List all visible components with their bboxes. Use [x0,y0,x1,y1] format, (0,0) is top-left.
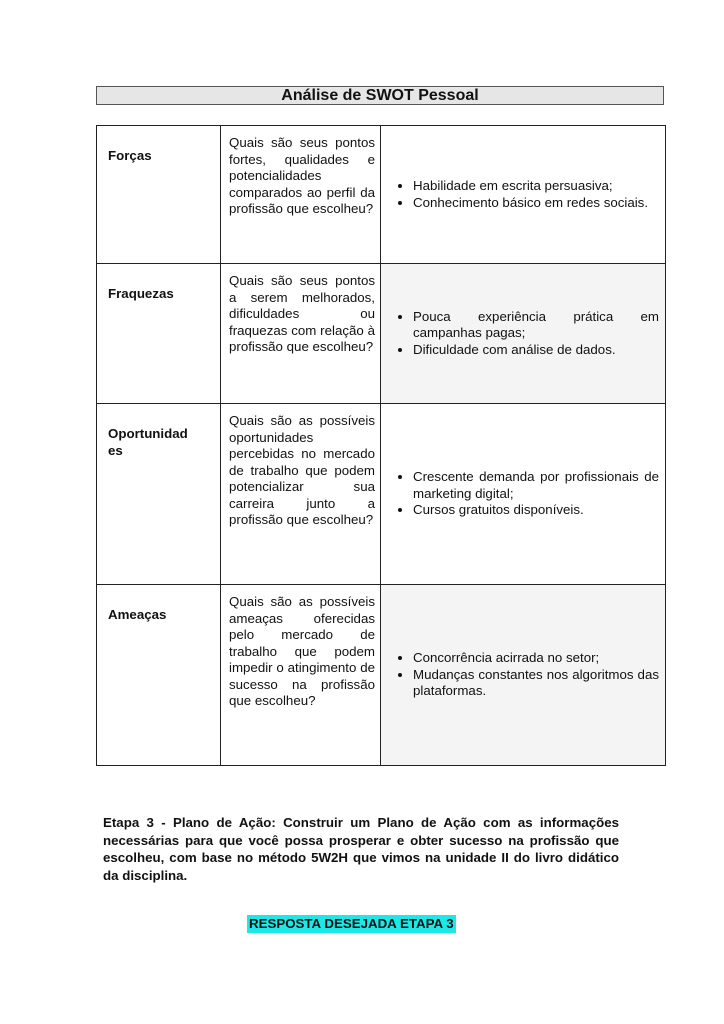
row-answers [381,585,666,766]
row-label: Oportunidad es [97,404,221,585]
row-question: Quais são seus pontos fortes, qualidades e potencialidades comparados ao perfil da profissão que escolheu? [221,126,381,264]
answer-list [389,469,659,519]
swot-row-ameacas [97,585,666,766]
swot-row-oportunidades [97,404,666,585]
row-question: Quais são as possíveis oportunidades percebidas no mercado de trabalho que podem potencializar sua carreira junto a profissão que escolheu? [221,404,381,585]
answer-list [389,650,659,700]
resposta-highlight: RESPOSTA DESEJADA ETAPA 3 [249,916,454,931]
row-answers [381,404,666,585]
row-question: Quais são seus pontos a serem melhorados, dificuldades ou fraquezas com relação à profissão que escolheu? [221,264,381,404]
answer-item: • Cursos gratuitos disponíveis. [413,502,659,519]
swot-title: Análise de SWOT Pessoal [96,86,664,105]
answer-list [389,178,659,211]
row-answers [381,126,666,264]
answer-item: • Concorrência acirrada no setor; [413,650,659,667]
row-label: Ameaças [97,585,221,766]
answer-item: • Dificuldade com análise de dados. [413,342,659,359]
row-label: Forças [97,126,221,264]
answer-item: • Habilidade em escrita persuasiva; [413,178,659,195]
swot-row-forcas [97,126,666,264]
answer-item: • Conhecimento básico em redes sociais. [413,195,659,212]
answer-item: • Mudanças constantes nos algoritmos das plataformas. [413,667,659,700]
swot-table [96,125,666,766]
swot-row-fraquezas [97,264,666,404]
etapa-3-instructions: Etapa 3 - Plano de Ação: Construir um Plano de Ação com as informações necessárias para que você possa prosperar e obter sucesso na profissão que escolheu, com base no método 5W2H que vimos na unidade II do livro didático da disciplina. [103,815,619,883]
row-answers [381,264,666,404]
row-label: Fraquezas [97,264,221,404]
answer-list [389,309,659,359]
row-question: Quais são as possíveis ameaças oferecidas pelo mercado de trabalho que podem impedir o atingimento de sucesso na profissão que escolheu? [221,585,381,766]
answer-item: • Crescente demanda por profissionais de marketing digital; [413,469,659,502]
answer-item: • Pouca experiência prática em campanhas pagas; [413,309,659,342]
